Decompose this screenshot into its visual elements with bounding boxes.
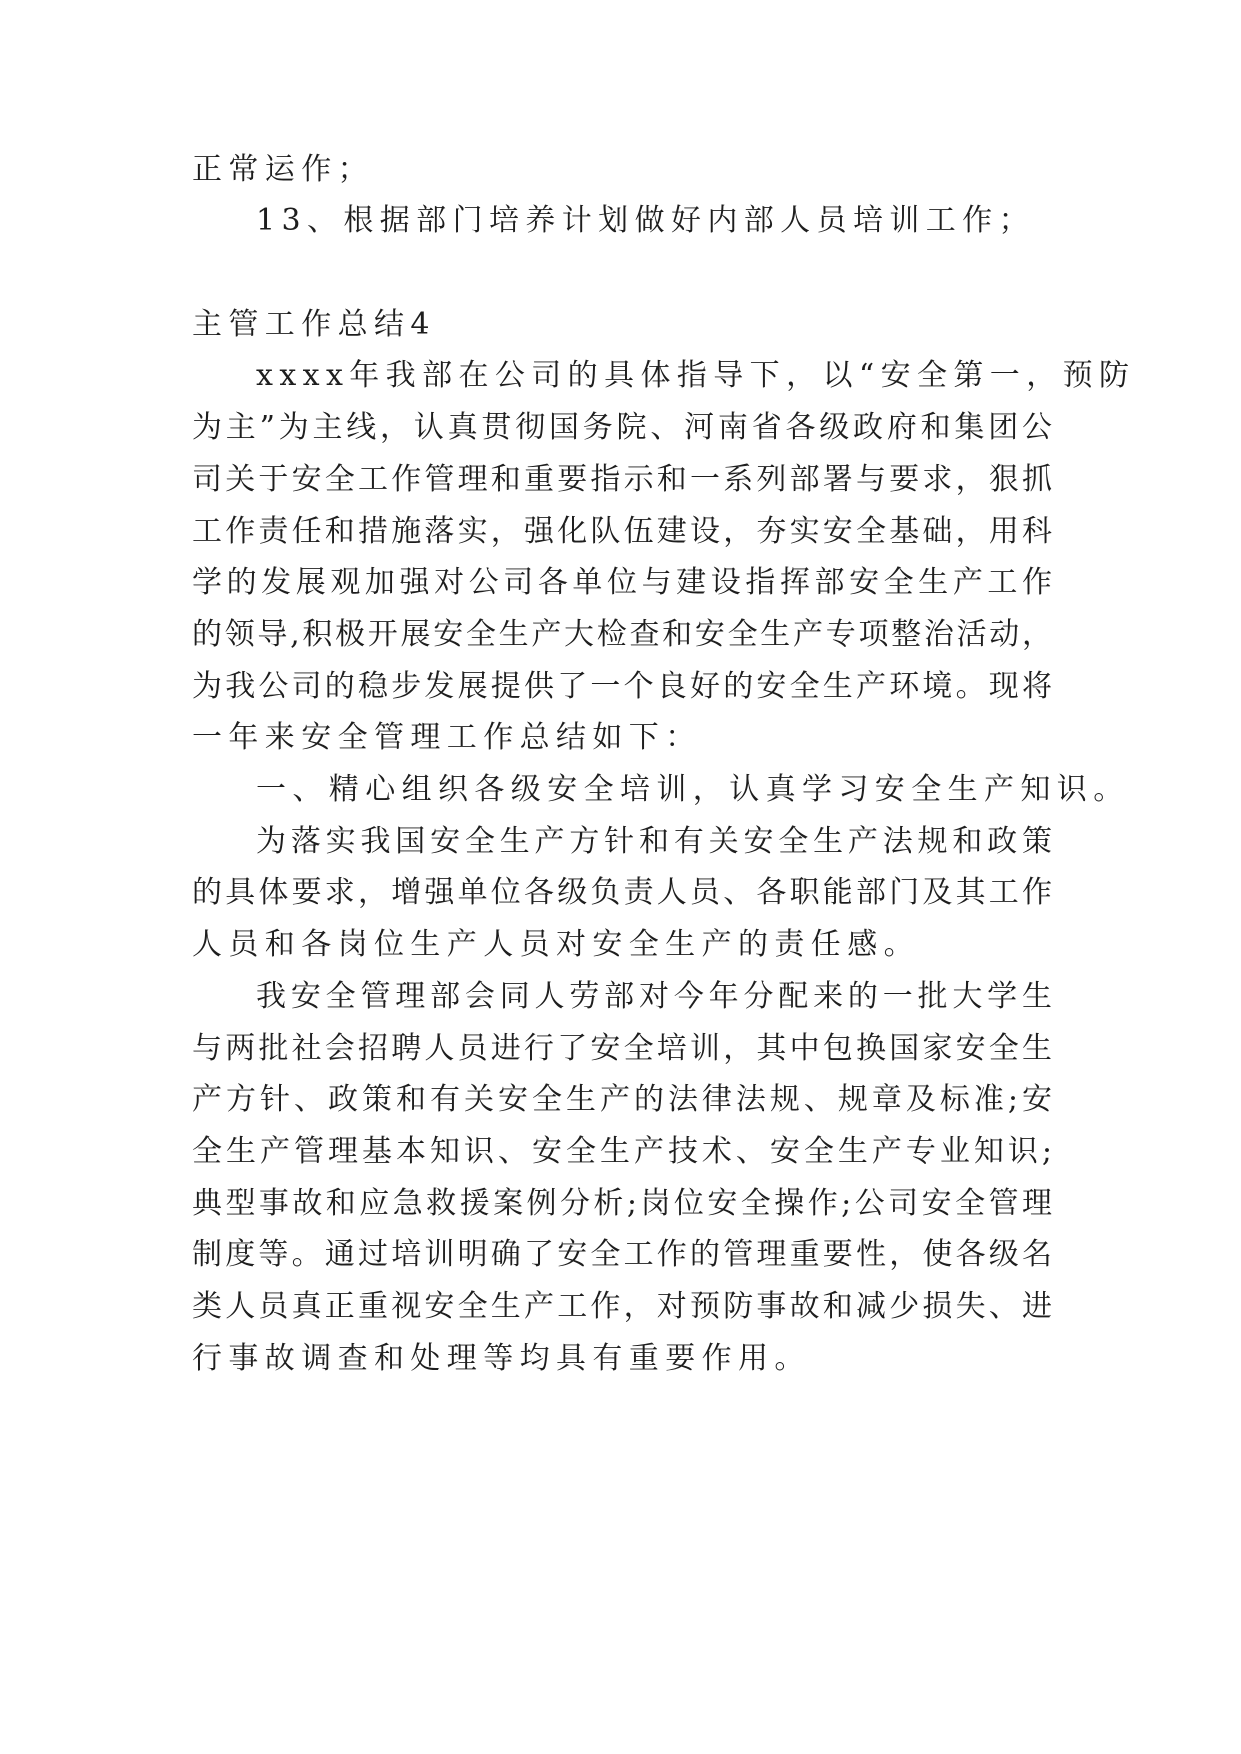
text-line: 司关于安全工作管理和重要指示和一系列部署与要求，狠抓 [192, 462, 1052, 497]
text-line: xxxx年我部在公司的具体指导下，以“安全第一，预防 [256, 358, 1136, 393]
text-line: 一年来安全管理工作总结如下： [192, 720, 702, 755]
text-line: 行事故调查和处理等均具有重要作用。 [192, 1341, 811, 1376]
text-line: 为我公司的稳步发展提供了一个良好的安全生产环境。现将 [192, 669, 1052, 704]
text-line: 工作责任和措施落实，强化队伍建设，夯实安全基础，用科 [192, 514, 1052, 549]
section-heading: 主管工作总结4 [192, 307, 436, 342]
text-line: 正常运作； [192, 152, 374, 187]
text-line: 的具体要求，增强单位各级负责人员、各职能部门及其工作 [192, 875, 1052, 910]
text-line: 类人员真正重视安全生产工作，对预防事故和减少损失、进 [192, 1289, 1052, 1324]
text-line: 为落实我国安全生产方针和有关安全生产法规和政策 [256, 824, 1052, 859]
text-line: 典型事故和应急救援案例分析;岗位安全操作;公司安全管理 [192, 1186, 1052, 1221]
text-line: 的领导,积极开展安全生产大检查和安全生产专项整治活动， [192, 617, 1052, 652]
text-line: 人员和各岗位生产人员对安全生产的责任感。 [192, 927, 920, 962]
text-line: 13、根据部门培养计划做好内部人员培训工作； [256, 203, 1035, 238]
text-line: 与两批社会招聘人员进行了安全培训，其中包换国家安全生 [192, 1031, 1052, 1066]
text-line: 全生产管理基本知识、安全生产技术、安全生产专业知识; [192, 1134, 1052, 1169]
subheading: 一、精心组织各级安全培训，认真学习安全生产知识。 [256, 772, 1130, 807]
text-line: 为主”为主线，认真贯彻国务院、河南省各级政府和集团公 [192, 410, 1052, 445]
text-line: 产方针、政策和有关安全生产的法律法规、规章及标准;安 [192, 1082, 1052, 1117]
text-line: 制度等。通过培训明确了安全工作的管理重要性，使各级名 [192, 1237, 1052, 1272]
text-line: 我安全管理部会同人劳部对今年分配来的一批大学生 [256, 979, 1052, 1014]
text-line: 学的发展观加强对公司各单位与建设指挥部安全生产工作 [192, 565, 1052, 600]
